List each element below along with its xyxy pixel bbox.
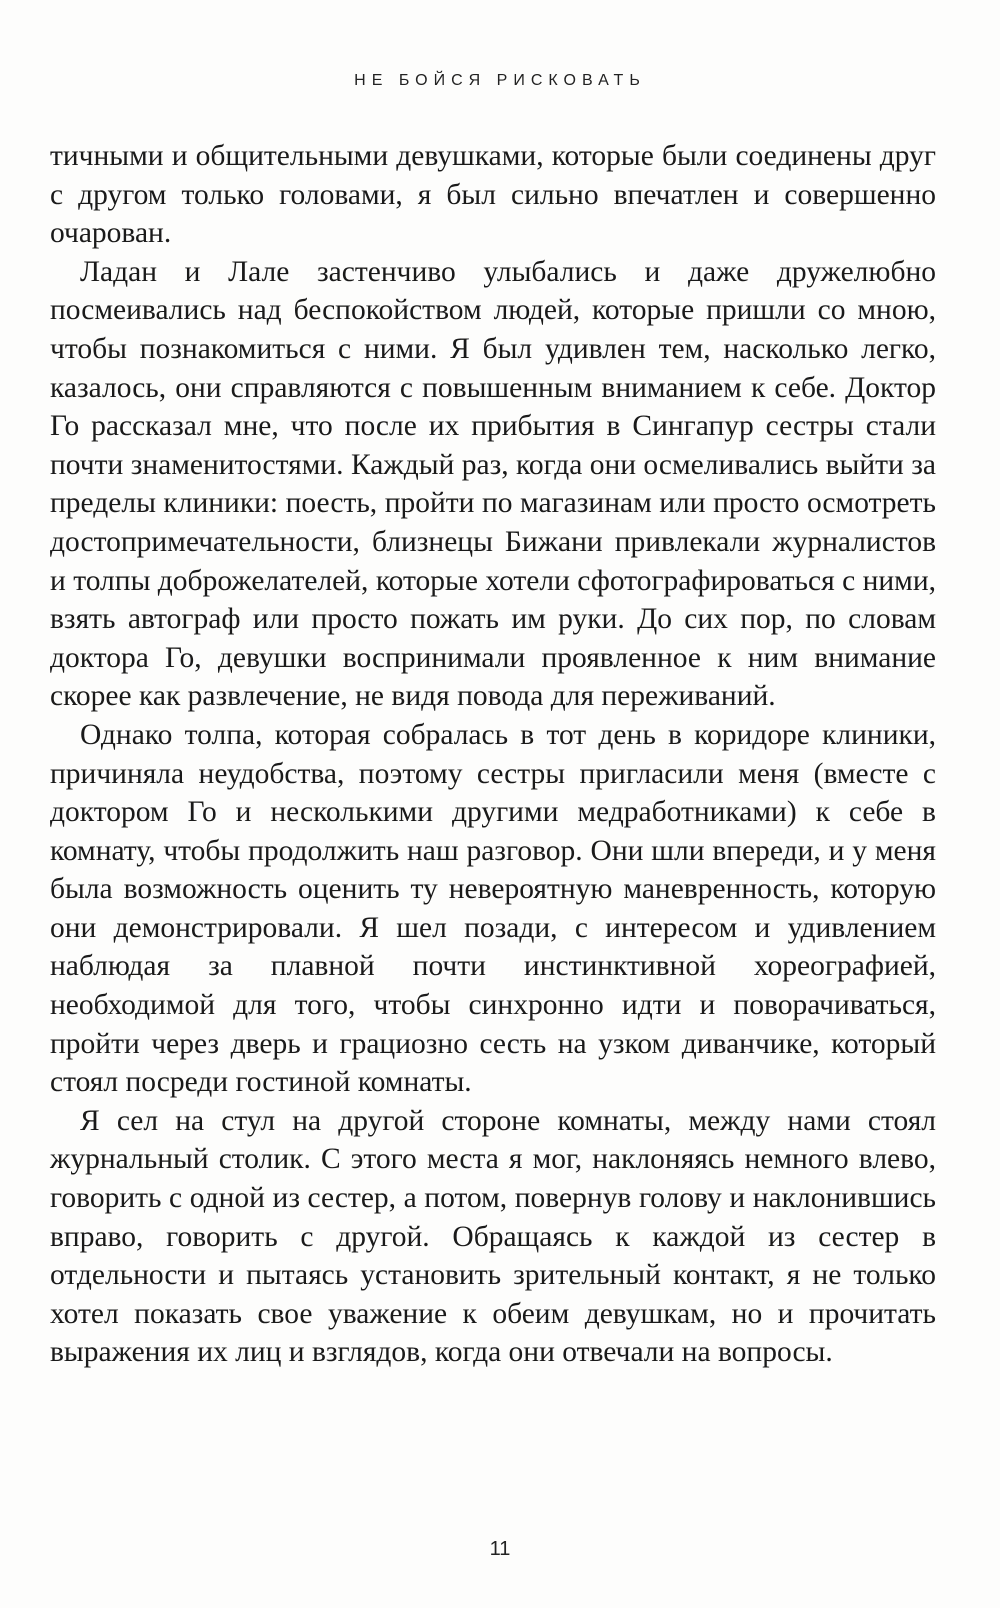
paragraph-continuation: тичными и общительными девушками, которые были соединены друг с другом только головами, я был сильно впечатлен и совершенно очарован.: [50, 140, 936, 250]
paragraph: Ладан и Лале застенчиво улыбались и даже дружелюбно посмеивались над беспокойством людей, которые пришли со мною, чтобы познакомиться с ними. Я был удивлен тем, насколько легко, казалось, они справляются с повышенным вниманием к себе. Доктор Го рассказал мне, что после их прибытия в Сингапур сестры стали почти знаменитостями. Каждый раз, когда они осмеливались выйти за пределы клиники: поесть, пройти по магазинам или просто осмотреть достопримечательности, близнецы Бижани привлекали журналистов и толпы доброжелателей, которые хотели сфотографироваться с ними, взять автограф или просто пожать им руки. До сих пор, по словам доктора Го, девушки воспринимали проявленное к ним внимание скорее как развлечение, не видя повода для переживаний.: [50, 255, 936, 713]
paragraph: Однако толпа, которая собралась в тот день в коридоре клиники, причиняла неудобства, поэтому сестры пригласили меня (вместе с доктором Го и несколькими другими медработниками) к себе в комнату, чтобы продолжить наш разговор. Они шли впереди, и у меня была возможность оценить ту невероятную маневренность, которую они демонстрировали. Я шел позади, с интересом и удивлением наблюдая за плавной почти инстинктивной хореографией, необходимой для того, чтобы синхронно идти и поворачиваться, пройти через дверь и грациозно сесть на узком диванчике, который стоял посреди гостиной комнаты.: [50, 718, 936, 1099]
running-head: НЕ БОЙСЯ РИСКОВАТЬ: [354, 72, 646, 89]
paragraph: Я сел на стул на другой стороне комнаты, между нами стоял журнальный столик. С этого места я мог, наклоняясь немного влево, говорить с одной из сестер, а потом, повернув голову и наклонившись вправо, говорить с другой. Обращаясь к каждой из сестер в отдельности и пытаясь установить зрительный контакт, я не только хотел показать свое уважение к обеим девушкам, но и прочитать выражения их лиц и взглядов, когда они отвечали на вопросы.: [50, 1104, 936, 1369]
body-text: [50, 137, 936, 1372]
page-number: 11: [489, 1538, 511, 1560]
